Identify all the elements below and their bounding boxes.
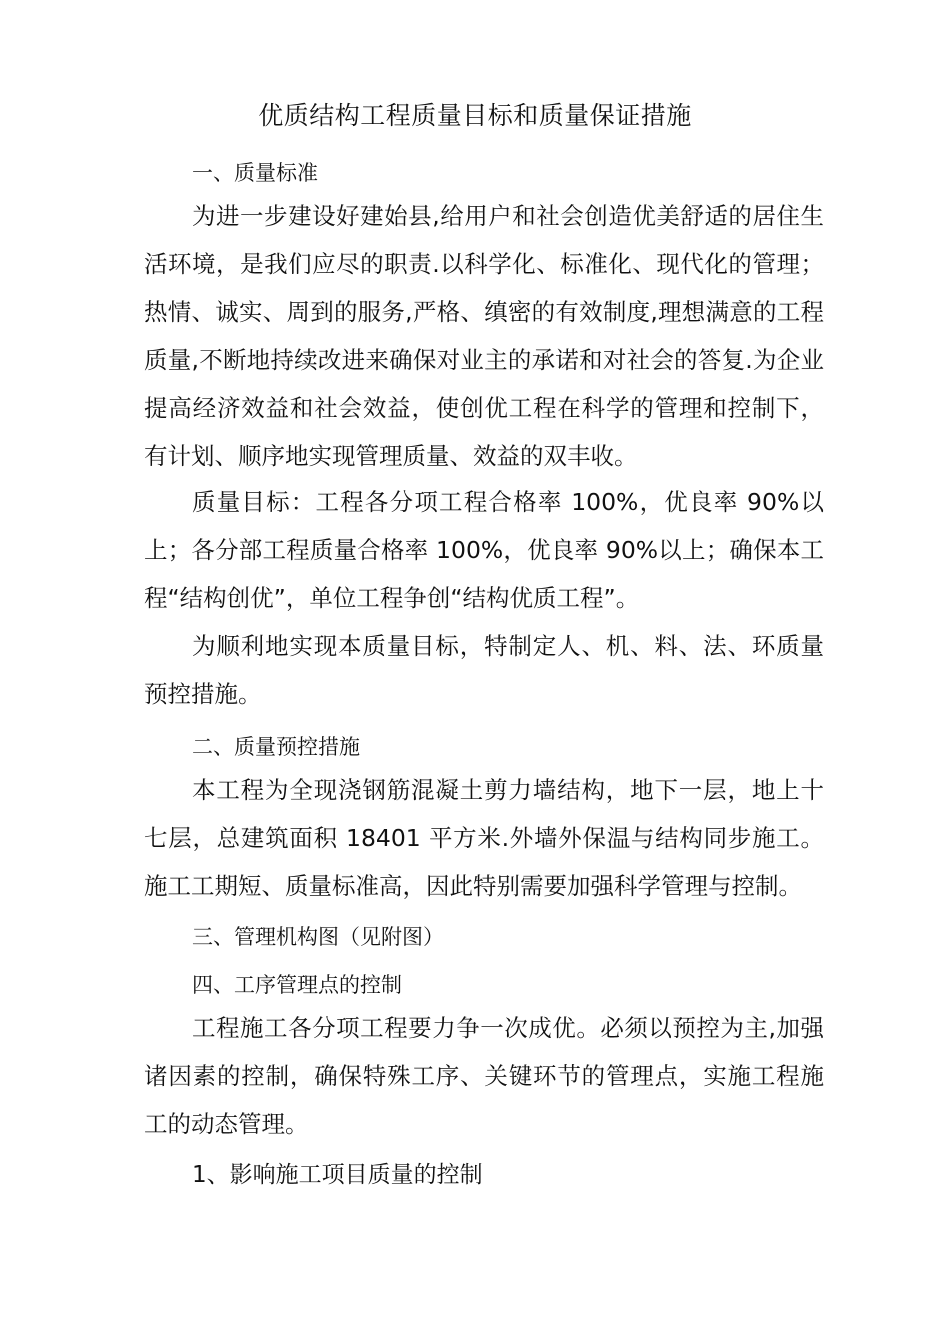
- paragraph-quality-target: 质量目标：工程各分项工程合格率 100%，优良率 90%以上；各分部工程质量合格率 100%，优良率 90%以上；确保本工程“结构创优”，单位工程争创“结构优质工程”。: [144, 488, 824, 612]
- document-title: 优质结构工程质量目标和质量保证措施: [258, 101, 692, 130]
- subsection-heading-quality-factors: 1、影响施工项目质量的控制: [192, 1162, 483, 1188]
- paragraph-process-control: 工程施工各分项工程要力争一次成优。必须以预控为主,加强诸因素的控制，确保特殊工序、关键环节的管理点，实施工程施工的动态管理。: [144, 1014, 824, 1138]
- document-page: [144, 0, 824, 1344]
- section-heading-quality-standard: 一、质量标准: [192, 161, 318, 185]
- section-heading-org-chart: 三、管理机构图（见附图）: [192, 925, 444, 949]
- section-heading-quality-precontrol: 二、质量预控措施: [192, 735, 360, 759]
- section-heading-process-control: 四、工序管理点的控制: [192, 973, 402, 997]
- paragraph-project-overview: 本工程为全现浇钢筋混凝土剪力墙结构，地下一层，地上十七层，总建筑面积 18401 平方米.外墙外保温与结构同步施工。施工工期短、质量标准高，因此特别需要加强科学管理与控制。: [144, 776, 824, 900]
- paragraph-quality-standard: 为进一步建设好建始县,给用户和社会创造优美舒适的居住生活环境，是我们应尽的职责.以科学化、标准化、现代化的管理；热情、诚实、周到的服务,严格、缜密的有效制度,理想满意的工程质量,不断地持续改进来确保对业主的承诺和对社会的答复.为企业提高经济效益和社会效益，使创优工程在科学的管理和控制下，有计划、顺序地实现管理质量、效益的双丰收。: [144, 202, 824, 470]
- paragraph-precontrol-intro: 为顺利地实现本质量目标，特制定人、机、料、法、环质量预控措施。: [144, 632, 824, 708]
